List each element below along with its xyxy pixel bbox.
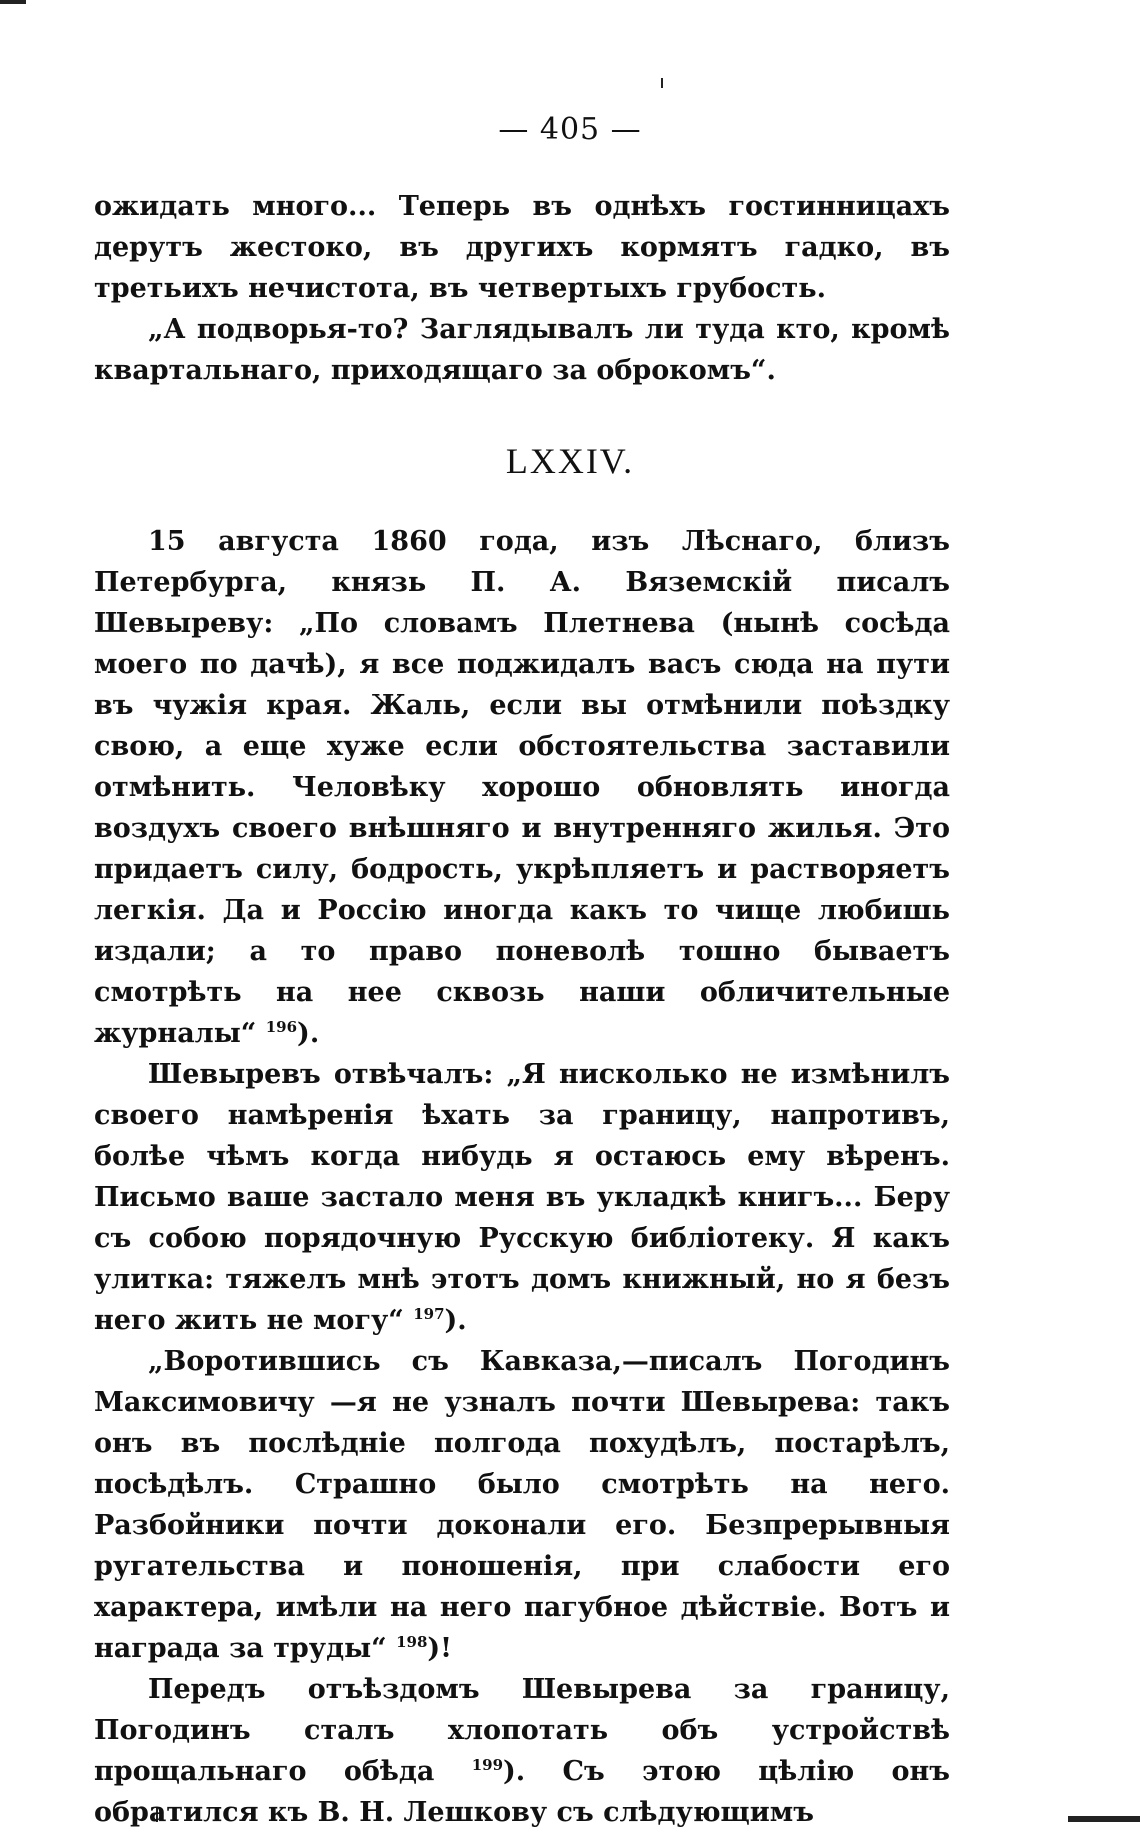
paragraph-pogodin-letter <box>94 1341 950 1669</box>
footnote-ref: 198 <box>396 1633 428 1651</box>
footnote-ref: 199 <box>471 1756 504 1774</box>
paragraph-text: Передъ отъѣздомъ Шевырева за границу, Погодинъ сталъ хлопотать объ устройствѣ прощальнаго обѣда <box>94 1674 950 1787</box>
chapter-heading: LXXIV. <box>505 441 635 481</box>
page-number: — 405 — <box>498 112 642 147</box>
main-text-block <box>94 521 950 1833</box>
scan-mark-bottom-right <box>1068 1816 1140 1822</box>
footnote-close: ). <box>297 1018 320 1049</box>
scan-mark-top-left <box>0 0 26 4</box>
quote-paragraph: „А подворья-то? Заглядывалъ ли туда кто, кромѣ квартальнаго, приходящаго за оброкомъ“. <box>94 314 950 386</box>
footnote-close: )! <box>427 1633 453 1664</box>
footnote-ref: 197 <box>413 1305 445 1323</box>
paragraph-farewell-dinner <box>94 1669 950 1833</box>
top-text-block <box>94 186 950 391</box>
paragraph-text: „Воротившись съ Кавказа,—писалъ Погодинъ Максимовичу —я не узналъ почти Шевырева: такъ онъ въ послѣдніе полгода похудѣлъ, постарѣлъ, посѣдѣлъ. Страшно было смотрѣть на него. Разбойники почти доконали его. Безпрерывныя ругательства и поношенія, при слабости его характера, имѣли на него пагубное дѣйствіе. Вотъ и награда за труды“ <box>94 1346 950 1664</box>
continued-paragraph: ожидать много... Теперь въ однѣхъ гостинницахъ дерутъ жестоко, въ другихъ кормятъ гадко, въ третьихъ нечистота, въ четвертыхъ грубость. <box>94 191 950 304</box>
paragraph-text: Шевыревъ отвѣчалъ: „Я нисколько не измѣнилъ своего намѣренія ѣхать за границу, напротивъ, болѣе чѣмъ когда нибудь я остаюсь ему вѣренъ. Письмо ваше застало меня въ укладкѣ книгъ... Беру съ собою порядочную Русскую библіотеку. Я какъ улитка: тяжелъ мнѣ этотъ домъ книжный, но я безъ него жить не могу“ <box>94 1059 950 1336</box>
scan-mark-top-center <box>661 78 663 88</box>
footnote-ref: 196 <box>265 1018 298 1036</box>
paragraph-shevyrev-reply <box>94 1054 950 1341</box>
footnote-close: ). <box>444 1305 467 1336</box>
paragraph-vyazemsky <box>94 521 950 1054</box>
paragraph-text-end: ). Съ этою цѣлію онъ обратился къ В. Н. Лешкову съ слѣдующимъ <box>94 1756 951 1828</box>
paragraph-text: 15 августа 1860 года, изъ Лѣснаго, близъ Петербурга, князь П. А. Вяземскій писалъ Шевыреву: „По словамъ Плетнева (нынѣ сосѣда моего по дачѣ), я все поджидалъ васъ сюда на пути въ чужія края. Жаль, если вы отмѣнили поѣздку свою, а еще хуже если обстоятельства заставили отмѣнить. Человѣку хорошо обновлять иногда воздухъ своего внѣшняго и внутренняго жилья. Это придаетъ силу, бодрость, укрѣпляетъ и растворяетъ легкія. Да и Россію иногда какъ то чище любишь издали; а то право поневолѣ тошно бываетъ смотрѣть на нее сквозь наши обличительные журналы“ <box>94 526 950 1049</box>
